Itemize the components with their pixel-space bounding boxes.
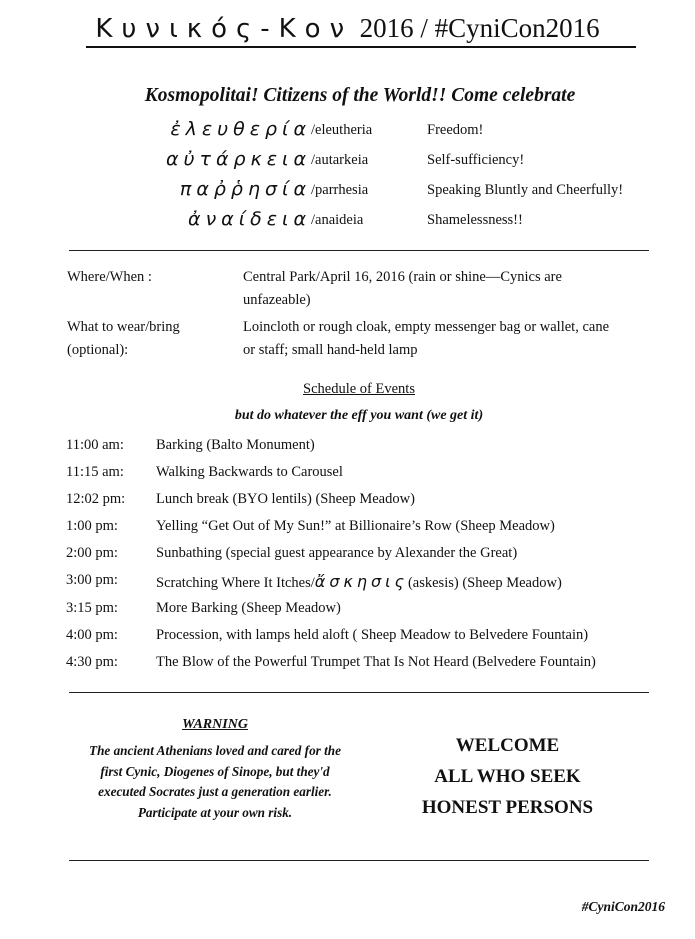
schedule-event bbox=[0, 627, 695, 651]
welcome-line: ALL WHO SEEK bbox=[434, 766, 581, 787]
footer-hashtag: #CyniCon2016 bbox=[581, 899, 665, 914]
schedule-event bbox=[0, 491, 695, 515]
event-time: 4:30 pm: bbox=[66, 654, 118, 670]
virtue-meaning: Freedom! bbox=[427, 122, 484, 138]
virtue-meaning: Shamelessness!! bbox=[427, 212, 523, 228]
what-to-wear-label-line: (optional): bbox=[67, 342, 129, 358]
welcome-line: HONEST PERSONS bbox=[421, 797, 594, 818]
what-to-wear-label bbox=[67, 316, 180, 362]
virtue-transliteration: /anaideia bbox=[311, 212, 364, 228]
event-greek-word: ἄσκησις bbox=[314, 572, 408, 591]
warning-text bbox=[50, 741, 380, 823]
where-when-line: Central Park/April 16, 2016 (rain or shine—Cynics are bbox=[243, 269, 562, 285]
schedule-subtitle: but do whatever the eff you want (we get it) bbox=[234, 408, 484, 423]
event-description-text: Scratching Where It Itches/ bbox=[156, 575, 315, 591]
schedule-title: Schedule of Events bbox=[303, 381, 415, 397]
what-to-wear-label-line: What to wear/bring bbox=[67, 319, 180, 335]
event-time: 3:15 pm: bbox=[66, 600, 118, 616]
warning-line: executed Socrates just a generation earlier. bbox=[98, 784, 332, 799]
virtue-transliteration: /eleutheria bbox=[311, 122, 373, 138]
virtue-greek: ἀναίδεια bbox=[188, 208, 311, 230]
virtue-greek: αὐτάρκεια bbox=[166, 148, 311, 170]
what-to-wear-line: or staff; small hand-held lamp bbox=[243, 342, 418, 358]
where-when-label: Where/When : bbox=[67, 269, 152, 285]
event-time: 11:15 am: bbox=[66, 464, 124, 480]
where-when-value bbox=[243, 266, 663, 312]
event-time: 3:00 pm: bbox=[66, 572, 118, 588]
warning-line: Participate at your own risk. bbox=[137, 804, 293, 820]
event-description: Yelling “Get Out of My Sun!” at Billionaire’s Row (Sheep Meadow) bbox=[156, 518, 555, 534]
warning-title: WARNING bbox=[182, 717, 248, 732]
event-description: Sunbathing (special guest appearance by Alexander the Great) bbox=[156, 545, 518, 561]
event-description: Lunch break (BYO lentils) (Sheep Meadow) bbox=[156, 491, 415, 507]
event-description: The Blow of the Powerful Trumpet That Is Not Heard (Belvedere Fountain) bbox=[156, 654, 596, 670]
event-description: Procession, with lamps held aloft ( Sheep Meadow to Belvedere Fountain) bbox=[156, 627, 589, 643]
virtue-row bbox=[0, 148, 695, 178]
virtue-meaning: Self-sufficiency! bbox=[427, 152, 525, 168]
greek-title: Κυνικός-Κον bbox=[95, 14, 354, 44]
schedule-event bbox=[0, 572, 695, 596]
divider bbox=[69, 250, 649, 251]
virtue-meaning: Speaking Bluntly and Cheerfully! bbox=[427, 182, 624, 198]
where-when-line: unfazeable) bbox=[243, 292, 311, 308]
welcome-line: WELCOME bbox=[455, 735, 560, 756]
divider bbox=[69, 692, 649, 693]
schedule-event bbox=[0, 654, 695, 678]
what-to-wear-line: Loincloth or rough cloak, empty messenger bag or wallet, cane bbox=[243, 319, 610, 335]
event-description bbox=[156, 572, 562, 592]
what-to-wear-value bbox=[243, 316, 663, 362]
virtue-row bbox=[0, 178, 695, 208]
welcome-message bbox=[395, 730, 620, 823]
virtue-greek: παῤῥησία bbox=[179, 178, 311, 200]
virtue-transliteration: /autarkeia bbox=[311, 152, 369, 168]
virtue-row bbox=[0, 208, 695, 238]
page-title bbox=[0, 8, 695, 49]
divider bbox=[69, 860, 649, 861]
event-description-text: (askesis) (Sheep Meadow) bbox=[407, 575, 562, 591]
schedule-event bbox=[0, 545, 695, 569]
event-time: 4:00 pm: bbox=[66, 627, 118, 643]
virtue-row bbox=[0, 118, 695, 148]
event-description: Walking Backwards to Carousel bbox=[156, 464, 343, 480]
warning-line: first Cynic, Diogenes of Sinope, but they'd bbox=[100, 763, 330, 779]
event-time: 12:02 pm: bbox=[66, 491, 126, 507]
headline: Kosmopolitai! Citizens of the World!! Come celebrate bbox=[144, 85, 576, 106]
warning-line: The ancient Athenians loved and cared for the bbox=[89, 743, 341, 758]
schedule-event bbox=[0, 437, 695, 461]
event-description: More Barking (Sheep Meadow) bbox=[156, 600, 341, 616]
event-time: 11:00 am: bbox=[66, 437, 124, 453]
virtue-greek: ἐλευθερία bbox=[170, 118, 311, 140]
title-underline bbox=[86, 46, 636, 48]
virtue-transliteration: /parrhesia bbox=[311, 182, 369, 198]
schedule-event bbox=[0, 518, 695, 542]
event-time: 1:00 pm: bbox=[66, 518, 118, 534]
event-time: 2:00 pm: bbox=[66, 545, 118, 561]
schedule-event bbox=[0, 600, 695, 624]
event-description: Barking (Balto Monument) bbox=[156, 437, 315, 453]
schedule-event bbox=[0, 464, 695, 488]
title-year-hashtag: 2016 / #CyniCon2016 bbox=[359, 13, 600, 43]
